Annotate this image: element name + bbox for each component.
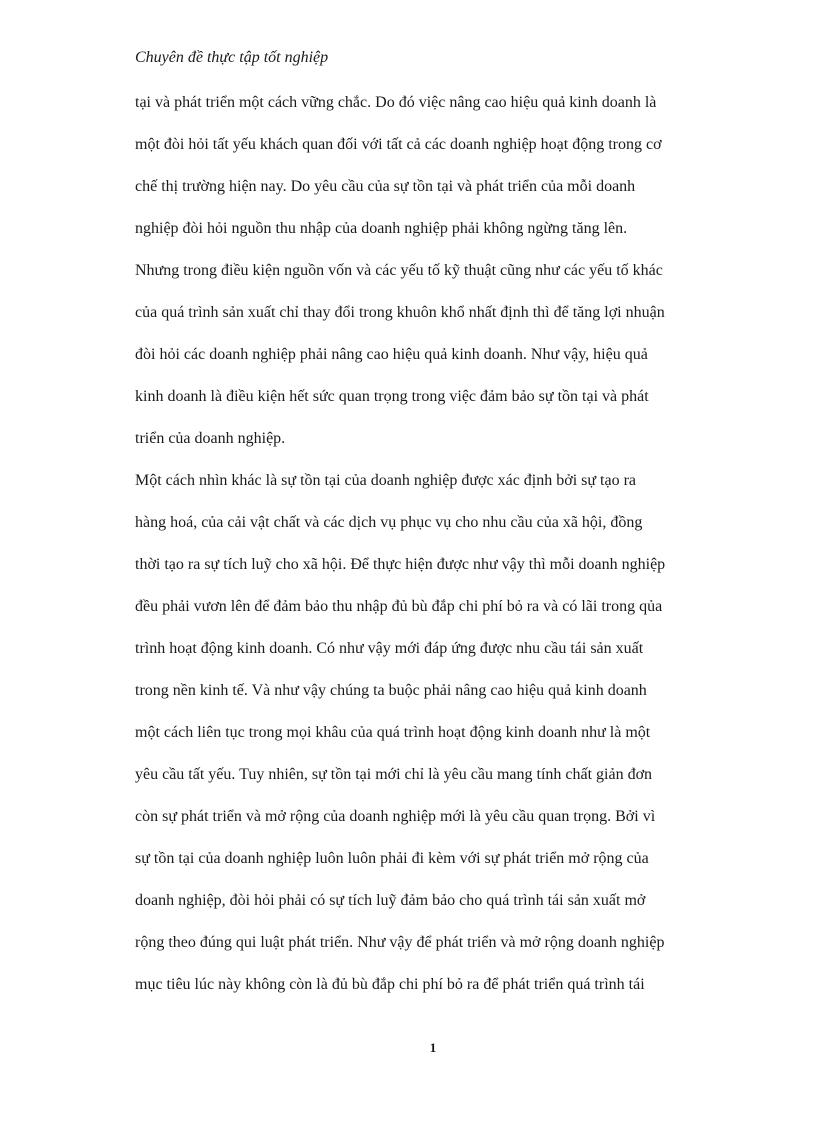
text-line: đòi hỏi các doanh nghiệp phải nâng cao hiệu quả kinh doanh. Như vậy, hiệu quả xyxy=(135,346,648,363)
text-line: triển của doanh nghiệp. xyxy=(135,430,286,447)
text-line: tại và phát triển một cách vững chắc. Do đó việc nâng cao hiệu quả kinh doanh là xyxy=(135,94,657,111)
text-line: chế thị trường hiện nay. Do yêu cầu của sự tồn tại và phát triển của mỗi doanh xyxy=(135,178,636,195)
text-line: nghiệp đòi hỏi nguồn thu nhập của doanh nghiệp phải không ngừng tăng lên. xyxy=(135,220,628,237)
text-line: trong nền kinh tế. Và như vậy chúng ta buộc phải nâng cao hiệu quả kinh doanh xyxy=(135,682,647,699)
text-line: kinh doanh là điều kiện hết sức quan trọng trong việc đảm bảo sự tồn tại và phát xyxy=(135,388,649,405)
text-line: Một cách nhìn khác là sự tồn tại của doanh nghiệp được xác định bởi sự tạo ra xyxy=(135,472,637,489)
text-line: yêu cầu tất yếu. Tuy nhiên, sự tồn tại mới chỉ là yêu cầu mang tính chất giản đơn xyxy=(135,766,653,783)
text-line: một đòi hỏi tất yếu khách quan đối với tất cả các doanh nghiệp hoạt động trong cơ xyxy=(135,136,662,153)
text-line: mục tiêu lúc này không còn là đủ bù đắp chi phí bỏ ra để phát triển quá trình tái xyxy=(135,976,645,993)
text-line: Nhưng trong điều kiện nguồn vốn và các yếu tố kỹ thuật cũng như các yếu tố khác xyxy=(135,262,663,279)
text-line: một cách liên tục trong mọi khâu của quá trình hoạt động kinh doanh như là một xyxy=(135,724,651,741)
running-header: Chuyên đề thực tập tốt nghiệp xyxy=(135,49,329,66)
text-line: rộng theo đúng qui luật phát triển. Như vậy để phát triển và mở rộng doanh nghiệp xyxy=(135,934,665,951)
text-line: đều phải vươn lên để đảm bảo thu nhập đủ bù đắp chi phí bỏ ra và có lãi trong qủa xyxy=(135,598,663,615)
text-line: hàng hoá, của cải vật chất và các dịch vụ phục vụ cho nhu cầu của xã hội, đồng xyxy=(135,514,643,531)
text-line: doanh nghiệp, đòi hỏi phải có sự tích luỹ đảm bảo cho quá trình tái sản xuất mở xyxy=(135,892,646,909)
text-line: sự tồn tại của doanh nghiệp luôn luôn phải đi kèm với sự phát triển mở rộng của xyxy=(135,850,649,867)
body-text xyxy=(135,91,710,1015)
text-line: thời tạo ra sự tích luỹ cho xã hội. Để thực hiện được như vậy thì mỗi doanh nghiệp xyxy=(135,556,666,573)
text-line: của quá trình sản xuất chỉ thay đổi trong khuôn khổ nhất định thì để tăng lợi nhuận xyxy=(135,304,665,321)
page-number: 1 xyxy=(429,1040,437,1055)
text-line: còn sự phát triển và mở rộng của doanh nghiệp mới là yêu cầu quan trọng. Bởi vì xyxy=(135,808,656,825)
text-line: trình hoạt động kinh doanh. Có như vậy mới đáp ứng được nhu cầu tái sản xuất xyxy=(135,640,644,657)
